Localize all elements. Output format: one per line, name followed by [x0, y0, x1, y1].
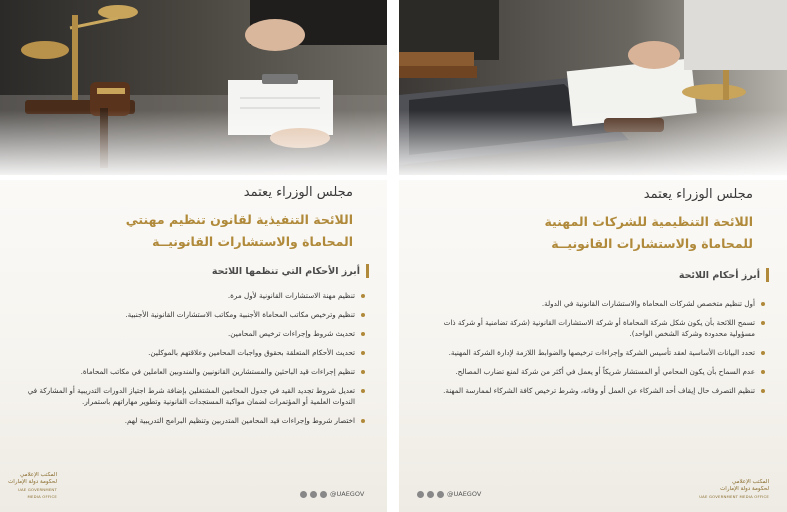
headline-line-2: المحاماة والاستشارات القانونيــة	[152, 234, 353, 249]
media-office-logo: المكتب الإعلامي لحكومة دولة الإمارات UAE GOVERNMENT MEDIA OFFICE	[8, 472, 57, 499]
section-accent-bar	[766, 268, 769, 282]
provisions-list	[18, 290, 365, 434]
instagram-icon[interactable]	[310, 491, 317, 498]
x-icon[interactable]	[300, 491, 307, 498]
section-title-text: أبرز الأحكام التي تنظمها اللائحة	[211, 265, 360, 277]
kicker-text: مجلس الوزراء يعتمد	[243, 185, 353, 200]
social-links	[300, 490, 364, 498]
instagram-icon[interactable]	[427, 491, 434, 498]
left-heading	[126, 185, 353, 253]
bullet-icon	[361, 370, 365, 374]
section-title	[679, 268, 769, 282]
list-item: تنظيم التصرف حال إيقاف أحد الشركاء عن العمل أو وفاته، وشرط ترخيص كافة الشركاء لممارسة المهنة.	[417, 385, 765, 396]
list-item: اختصار شروط وإجراءات قيد المحامين المتدربين وتنظيم البرامج التدريبية لهم.	[18, 415, 365, 426]
social-handle[interactable]: @UAEGOV	[447, 490, 482, 498]
bullet-icon	[761, 370, 765, 374]
right-poster	[399, 0, 787, 512]
list-item: عدم السماح بأن يكون المحامي أو المستشار شريكاً أو يعمل في أكثر من شركة لمنع تضارب المصالح.	[417, 366, 765, 377]
bullet-icon	[761, 351, 765, 355]
kicker-text: مجلس الوزراء يعتمد	[643, 187, 753, 202]
media-office-logo: المكتب الإعلامي لحكومة دولة الإمارات UAE GOVERNMENT MEDIA OFFICE	[699, 479, 769, 499]
headline-line-1: اللائحة التنظيمية للشركات المهنية	[544, 214, 753, 229]
x-icon[interactable]	[417, 491, 424, 498]
section-accent-bar	[366, 264, 369, 278]
list-item: أول تنظيم متخصص لشركات المحاماة والاستشارات القانونية في الدولة.	[417, 298, 765, 309]
list-item: تنظيم إجراءات قيد الباحثين والمستشارين القانونيين والمندوبين العاملين في مكاتب المحاماة.	[18, 366, 365, 377]
right-heading	[544, 187, 753, 255]
list-item: تحدد البيانات الأساسية لعقد تأسيس الشركة وإجراءات ترخيصها والضوابط اللازمة لإدارة الشركة المهنية.	[417, 347, 765, 358]
social-handle[interactable]: @UAEGOV	[330, 490, 365, 498]
bullet-icon	[761, 389, 765, 393]
list-item: تنظيم وترخيص مكاتب المحاماة الأجنبية ومكاتب الاستشارات القانونية الأجنبية.	[18, 309, 365, 320]
section-title	[212, 264, 369, 278]
list-item: تحديث الأحكام المتعلقة بحقوق وواجبات المحامين وعلاقتهم بالموكلين.	[18, 347, 365, 358]
bullet-icon	[761, 321, 765, 325]
bullet-icon	[361, 313, 365, 317]
list-item: تحديث شروط وإجراءات ترخيص المحامين.	[18, 328, 365, 339]
headline-line-1: اللائحة التنفيذية لقانون تنظيم مهنتي	[125, 212, 353, 227]
section-title-text: أبرز أحكام اللائحة	[678, 269, 760, 281]
youtube-icon[interactable]	[437, 491, 444, 498]
bullet-icon	[361, 332, 365, 336]
bullet-icon	[761, 302, 765, 306]
list-item: تنظيم مهنة الاستشارات القانونية لأول مرة.	[18, 290, 365, 301]
bullet-icon	[361, 389, 365, 393]
bullet-icon	[361, 419, 365, 423]
list-item: تسمح اللائحة بأن يكون شكل شركة المحاماة أو شركة الاستشارات القانونية (شركة تضامنية أو شركة ذات مسؤولية محدودة وشركة الشخص الواحد).	[417, 317, 765, 339]
bullet-icon	[361, 294, 365, 298]
bullet-icon	[361, 351, 365, 355]
youtube-icon[interactable]	[320, 491, 327, 498]
social-links	[417, 490, 481, 498]
list-item: تعديل شروط تجديد القيد في جدول المحامين المشتغلين بإضافة شرط اجتياز الدورات التدريبية أو المشاركة في الندوات العلمية أو المؤتمرات لضمان مواكبة المستجدات القانونية وتطوير مهاراتهم باستمرار.	[18, 385, 365, 407]
left-poster	[0, 0, 387, 512]
provisions-list	[417, 298, 765, 404]
headline-line-2: للمحاماة والاستشارات القانونيــة	[551, 236, 753, 251]
